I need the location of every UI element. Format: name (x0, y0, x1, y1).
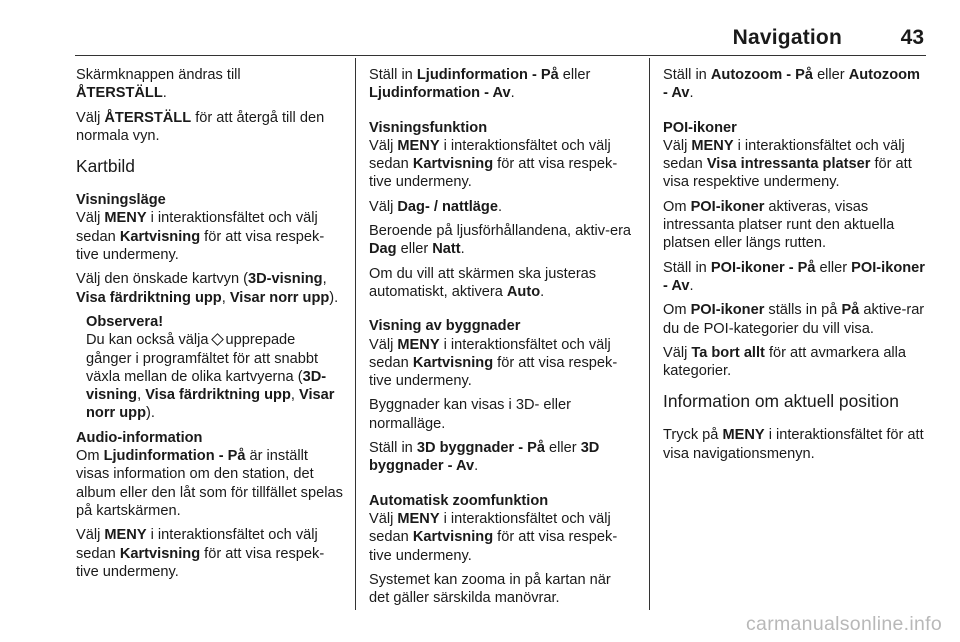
page-title: Navigation (732, 26, 842, 49)
paragraph: Välj den önskade kartvyn (3D-visning, Visa färdriktning upp, Visar norr upp). (76, 271, 339, 306)
paragraph: Tryck på MENY i interaktionsfältet för att visa navigationsmenyn. (663, 427, 924, 462)
section-heading: Kartbild (76, 156, 135, 177)
paragraph: Byggnader kan visas i 3D- eller normalläge. (369, 397, 571, 432)
paragraph: Systemet kan zooma in på kartan när det gäller särskilda manövrar. (369, 571, 611, 607)
column-2 (369, 66, 633, 613)
paragraph: Skärmknappen ändras till ÅTERSTÄLL. (76, 67, 241, 102)
note-box (86, 313, 344, 423)
paragraph: Välj MENY i interaktionsfältet och välj sedan Kartvisning för att visa respek‐tive undermeny. (76, 210, 325, 264)
paragraph: Ställ in Autozoom - På eller Autozoom - Av. (663, 67, 921, 102)
column-divider (649, 58, 650, 610)
note-text: Du kan också välja upprepade gånger i programfältet för att snabbt växla mellan de olika kartvyerna (3D-visning, Visa färdriktning upp, Visar norr upp). (86, 332, 335, 422)
paragraph: Välj ÅTERSTÄLL för att återgå till den normala vyn. (76, 109, 325, 144)
paragraph: Välj MENY i interaktionsfältet och välj sedan Kartvisning för att visa respek‐tive undermeny. (369, 510, 618, 564)
paragraph: Ställ in 3D byggnader - På eller 3D byggnader - Av. (369, 440, 600, 475)
header-rule (75, 55, 926, 56)
diamond-icon (211, 334, 224, 347)
page-number: 43 (900, 26, 924, 49)
paragraph: Ställ in Ljudinformation - På eller Ljudinformation - Av. (369, 67, 591, 102)
column-divider (355, 58, 356, 610)
paragraph: Ställ in POI-ikoner - På eller POI-ikoner - Av. (663, 259, 925, 294)
subheading: Audio-information (76, 429, 203, 446)
paragraph: Om Ljudinformation - På är inställt visas information om den station, det album eller den låt som för tillfället spelas på kartskärmen. (76, 448, 343, 519)
subheading: Visning av byggnader (369, 318, 521, 335)
paragraph: Välj Dag- / nattläge. (369, 198, 502, 215)
column-1 (76, 66, 344, 587)
page-header (0, 26, 960, 56)
paragraph: Beroende på ljusförhållandena, aktiv‐era Dag eller Natt. (369, 223, 632, 258)
paragraph: Om POI-ikoner aktiveras, visas intressanta platser runt den aktuella platsen eller längs rutten. (663, 198, 895, 252)
paragraph: Välj MENY i interaktionsfältet och välj sedan Kartvisning för att visa respek‐tive undermeny. (369, 137, 618, 191)
watermark: carmanualsonline.info (746, 613, 942, 635)
subheading: Visningsfunktion (369, 119, 488, 136)
paragraph: Välj Ta bort allt för att avmarkera alla kategorier. (663, 344, 907, 380)
paragraph: Om du vill att skärmen ska justeras automatiskt, aktivera Auto. (369, 265, 597, 300)
subheading: POI-ikoner (663, 119, 737, 136)
paragraph: Välj MENY i interaktionsfältet och välj sedan Kartvisning för att visa respek‐tive undermeny. (76, 527, 325, 580)
paragraph: Välj MENY i interaktionsfältet och välj sedan Kartvisning för att visa respek‐tive undermeny. (369, 336, 618, 390)
paragraph: Om POI-ikoner ställs in på På aktive‐rar du de POI-kategorier du vill visa. (663, 302, 925, 337)
section-heading: Information om aktuell position (663, 391, 899, 412)
subheading: Visningsläge (76, 192, 166, 209)
note-title: Observera! (86, 313, 164, 330)
column-3 (663, 66, 927, 469)
paragraph: Välj MENY i interaktionsfältet och välj sedan Visa intressanta platser för att visa respektive undermeny. (663, 137, 912, 191)
subheading: Automatisk zoomfunktion (369, 492, 549, 509)
